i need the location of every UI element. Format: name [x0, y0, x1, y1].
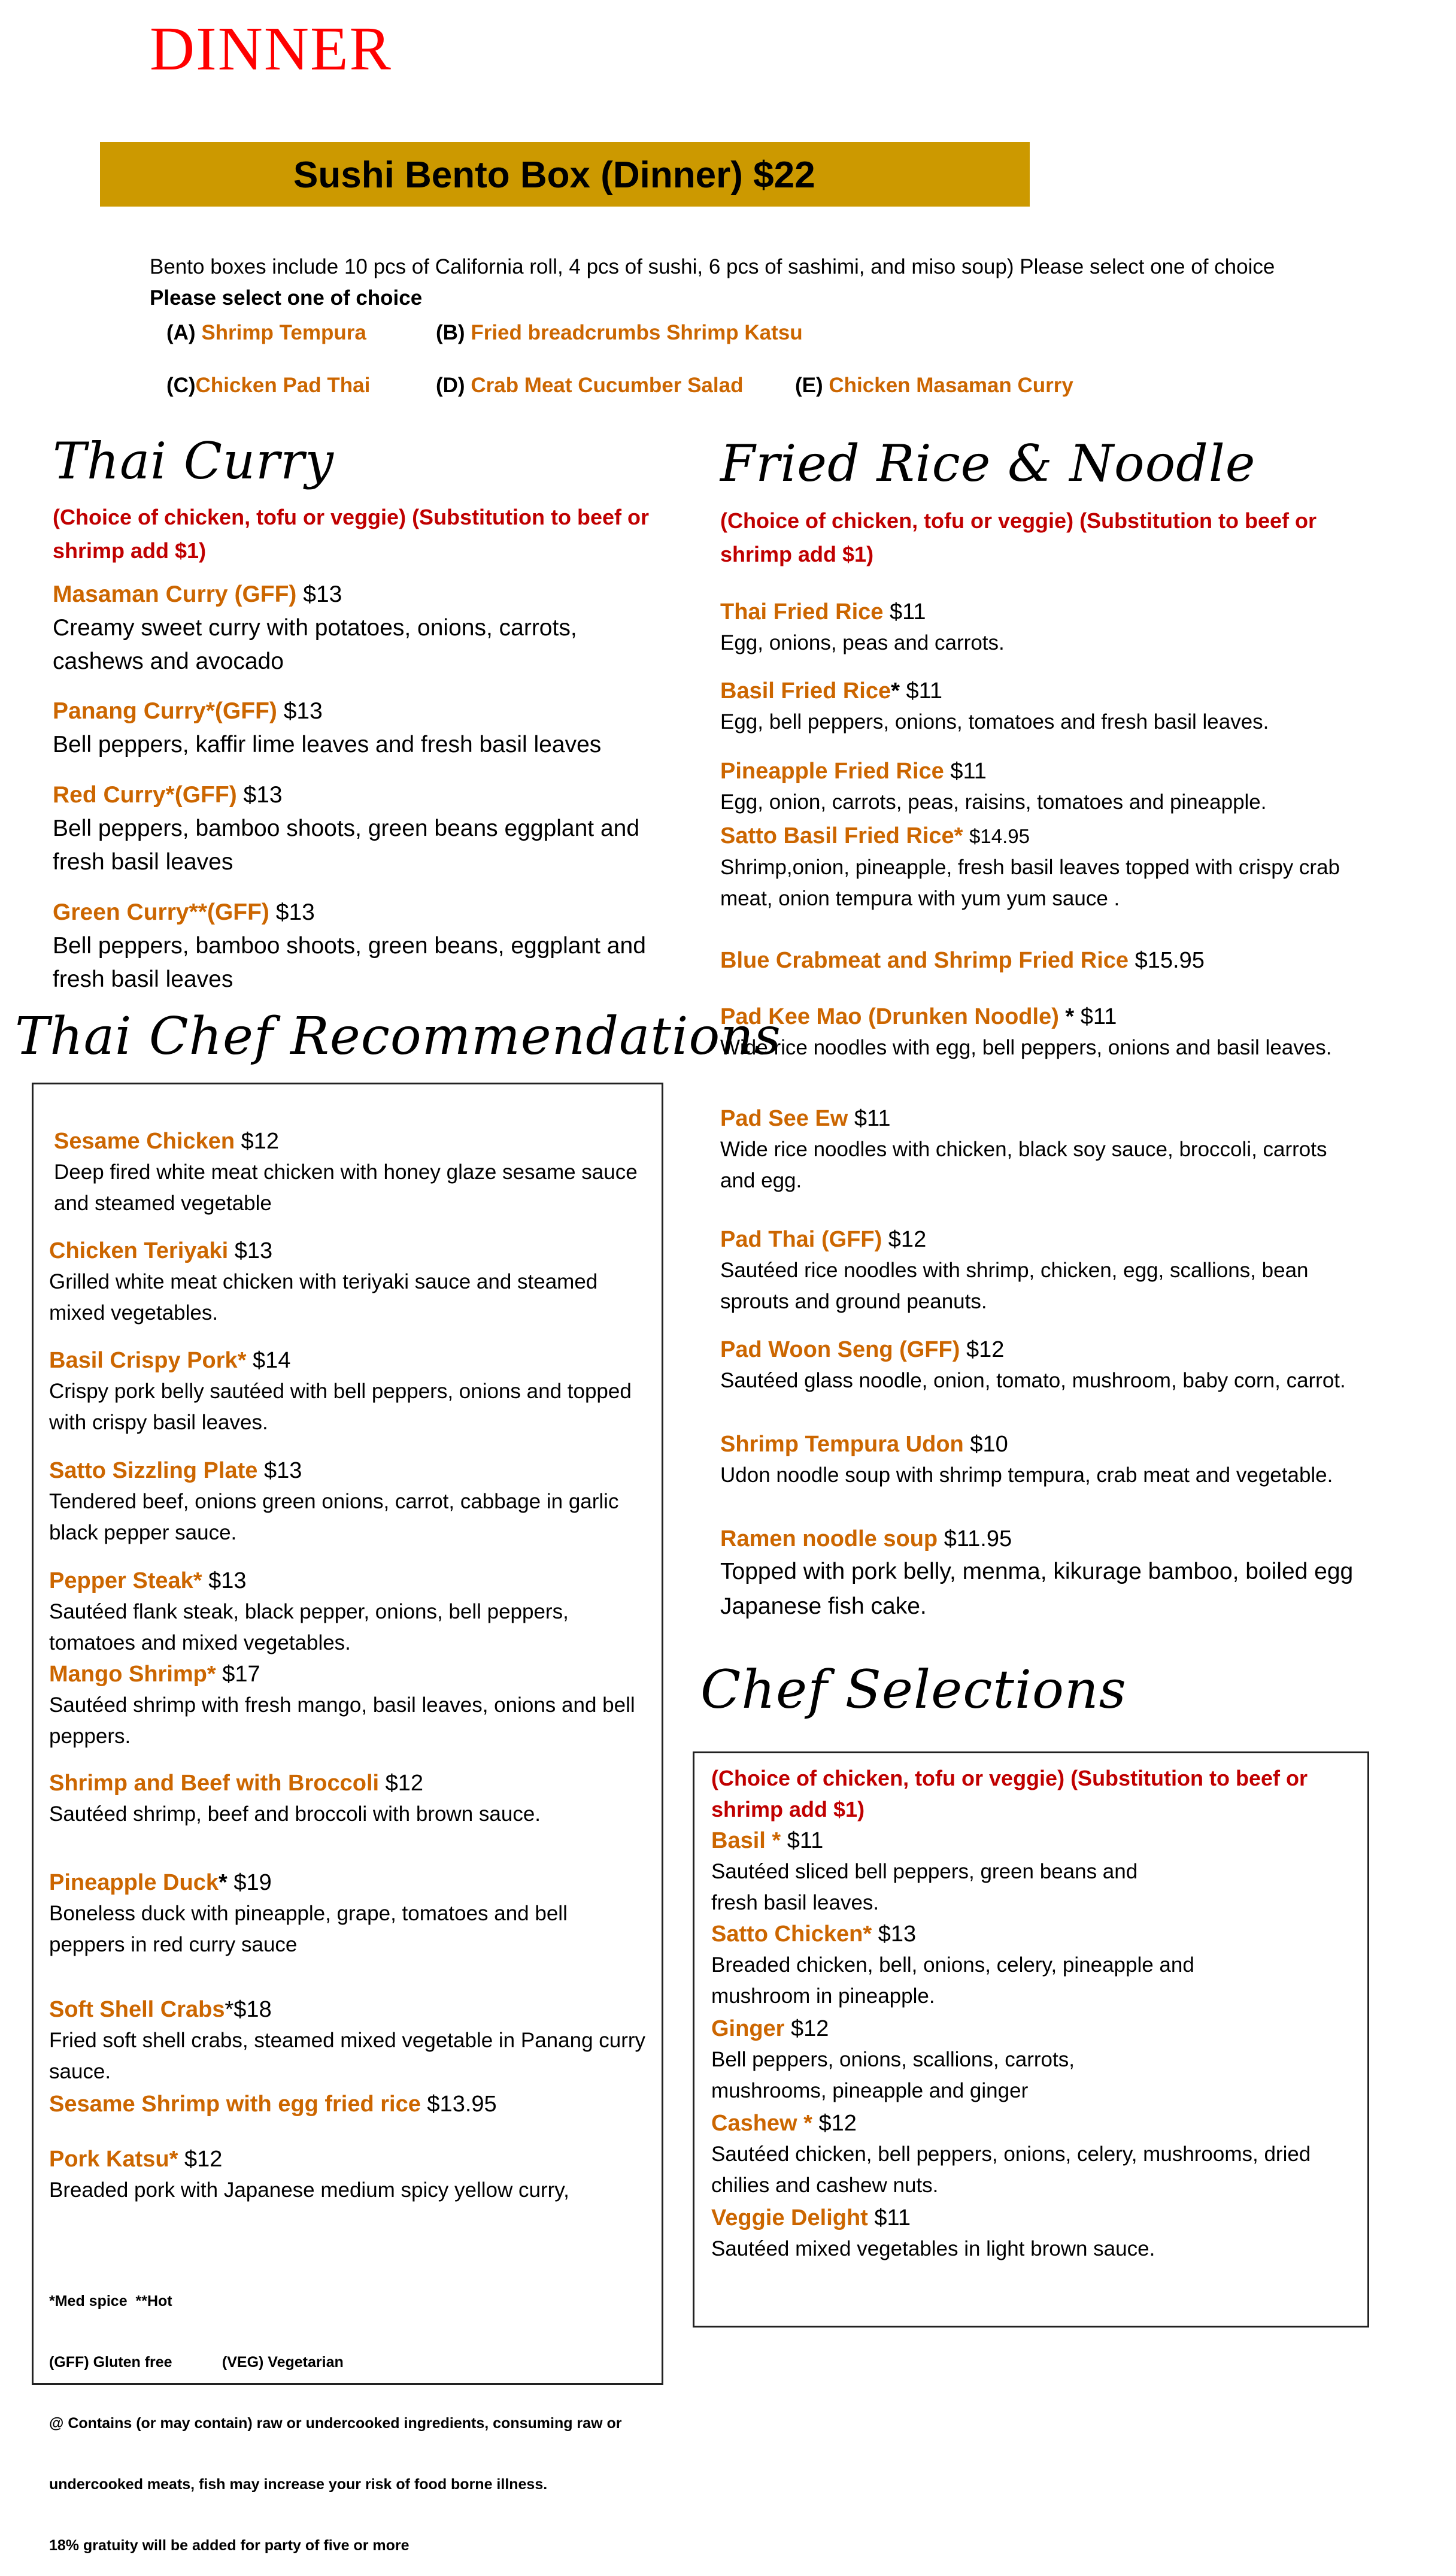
menu-item: Pad Kee Mao (Drunken Noodle) * $11 Wide rice noodles with egg, bell peppers, onions and basil leaves.	[720, 1004, 1332, 1059]
menu-item: Mango Shrimp* $17 Sautéed shrimp with fresh mango, basil leaves, onions and bell peppers.	[49, 1662, 635, 1748]
bento-desc-text: Bento boxes include 10 pcs of California roll, 4 pcs of sushi, 6 pcs of sashimi, and miso soup) Please select one of choice	[150, 255, 1275, 278]
bento-option-b: (B) Fried breadcrumbs Shrimp Katsu	[436, 321, 803, 344]
menu-item: Veggie Delight $11 Sautéed mixed vegetables in light brown sauce.	[711, 2205, 1155, 2260]
menu-item: Green Curry**(GFF) $13 Bell peppers, bamboo shoots, green beans, eggplant and fresh basil leaves	[53, 899, 646, 992]
thai-curry-heading: Thai Curry	[53, 432, 334, 490]
menu-item: Blue Crabmeat and Shrimp Fried Rice $15.95	[720, 948, 1205, 973]
page-title: DINNER	[150, 14, 392, 83]
menu-item: Pad See Ew $11 Wide rice noodles with chicken, black soy sauce, broccoli, carrots and egg.	[720, 1106, 1327, 1192]
chef-selections-heading: Chef Selections	[700, 1659, 1127, 1720]
thai-curry-note: (Choice of chicken, tofu or veggie) (Substitution to beef or shrimp add $1)	[53, 505, 650, 563]
chef-recommendations-heading: Thai Chef Recommendations	[15, 1007, 781, 1066]
menu-item: Pad Thai (GFF) $12 Sautéed rice noodles with shrimp, chicken, egg, scallions, bean sprouts and ground peanuts.	[720, 1227, 1309, 1313]
bento-option-a: (A) Shrimp Tempura	[166, 321, 366, 344]
menu-item: Pad Woon Seng (GFF) $12 Sautéed glass noodle, onion, tomato, mushroom, baby corn, carrot.	[720, 1337, 1346, 1392]
menu-item: Shrimp Tempura Udon $10 Udon noodle soup with shrimp tempura, crab meat and vegetable.	[720, 1432, 1333, 1487]
menu-item: Ginger $12 Bell peppers, onions, scallions, carrots, mushrooms, pineapple and ginger	[711, 2016, 1075, 2102]
menu-item: Panang Curry*(GFF) $13 Bell peppers, kaffir lime leaves and fresh basil leaves	[53, 698, 602, 757]
bento-option-c: (C)Chicken Pad Thai	[166, 374, 371, 397]
menu-item: Satto Basil Fried Rice* $14.95 Shrimp,onion, pineapple, fresh basil leaves topped with crispy crab meat, onion tempura with yum yum sauce .	[720, 823, 1340, 910]
bento-title: Sushi Bento Box (Dinner) $22	[293, 154, 815, 196]
bento-option-d: (D) Crab Meat Cucumber Salad	[436, 374, 744, 397]
bento-select-note: Please select one of choice	[150, 286, 423, 310]
menu-item: Ramen noodle soup $11.95 Topped with pork belly, menma, kikurage bamboo, boiled egg Japanese fish cake.	[720, 1526, 1354, 1619]
menu-item: Basil Crispy Pork* $14 Crispy pork belly sautéed with bell peppers, onions and topped with crispy basil leaves.	[49, 1348, 632, 1434]
menu-item: Sesame Shrimp with egg fried rice $13.95	[49, 2092, 497, 2117]
bento-description	[150, 251, 1407, 314]
menu-item: Soft Shell Crabs*$18 Fried soft shell crabs, steamed mixed vegetable in Panang curry sauce.	[49, 1997, 646, 2083]
footnotes: *Med spice **Hot (GFF) Gluten free (VEG) Vegetarian @ Contains (or may contain) raw or undercooked ingredients, consuming raw or undercooked meats, fish may increase your risk of food borne illness. 18% gratuity will be added for party of five or more	[49, 2293, 622, 2554]
menu-item: Pineapple Duck* $19 Boneless duck with pineapple, grape, tomatoes and bell peppers in red curry sauce	[49, 1870, 568, 1956]
menu-item: Red Curry*(GFF) $13 Bell peppers, bamboo shoots, green beans eggplant and fresh basil leaves	[53, 782, 640, 875]
menu-item: Masaman Curry (GFF) $13 Creamy sweet curry with potatoes, onions, carrots, cashews and avocado	[53, 581, 577, 674]
fried-rice-noodle-note: (Choice of chicken, tofu or veggie) (Substitution to beef or shrimp add $1)	[720, 508, 1317, 566]
menu-item: Basil * $11 Sautéed sliced bell peppers, green beans and fresh basil leaves.	[711, 1828, 1138, 1914]
menu-item: Thai Fried Rice $11 Egg, onions, peas and carrots.	[720, 599, 1005, 654]
menu-item: Pineapple Fried Rice $11 Egg, onion, carrots, peas, raisins, tomatoes and pineapple.	[720, 759, 1267, 814]
menu-item: Sesame Chicken $12 Deep fired white meat chicken with honey glaze sesame sauce and steamed vegetable	[54, 1129, 638, 1215]
fried-rice-noodle-heading: Fried Rice & Noodle	[720, 434, 1256, 493]
menu-item: Chicken Teriyaki $13 Grilled white meat chicken with teriyaki sauce and steamed mixed vegetables.	[49, 1238, 598, 1325]
chef-selections-note: (Choice of chicken, tofu or veggie) (Substitution to beef or shrimp add $1)	[711, 1766, 1308, 1822]
menu-item: Pork Katsu* $12 Breaded pork with Japanese medium spicy yellow curry,	[49, 2147, 569, 2202]
menu-item: Pepper Steak* $13 Sautéed flank steak, black pepper, onions, bell peppers, tomatoes and mixed vegetables.	[49, 1568, 569, 1654]
menu-item: Satto Chicken* $13 Breaded chicken, bell, onions, celery, pineapple and mushroom in pineapple.	[711, 1922, 1194, 2008]
bento-option-e: (E) Chicken Masaman Curry	[795, 374, 1073, 397]
menu-item: Basil Fried Rice* $11 Egg, bell peppers, onions, tomatoes and fresh basil leaves.	[720, 678, 1269, 734]
menu-item: Shrimp and Beef with Broccoli $12 Sautéed shrimp, beef and broccoli with brown sauce.	[49, 1771, 541, 1826]
menu-item: Satto Sizzling Plate $13 Tendered beef, onions green onions, carrot, cabbage in garlic black pepper sauce.	[49, 1458, 619, 1544]
menu-item: Cashew * $12 Sautéed chicken, bell peppers, onions, celery, mushrooms, dried chilies and cashew nuts.	[711, 2111, 1311, 2197]
